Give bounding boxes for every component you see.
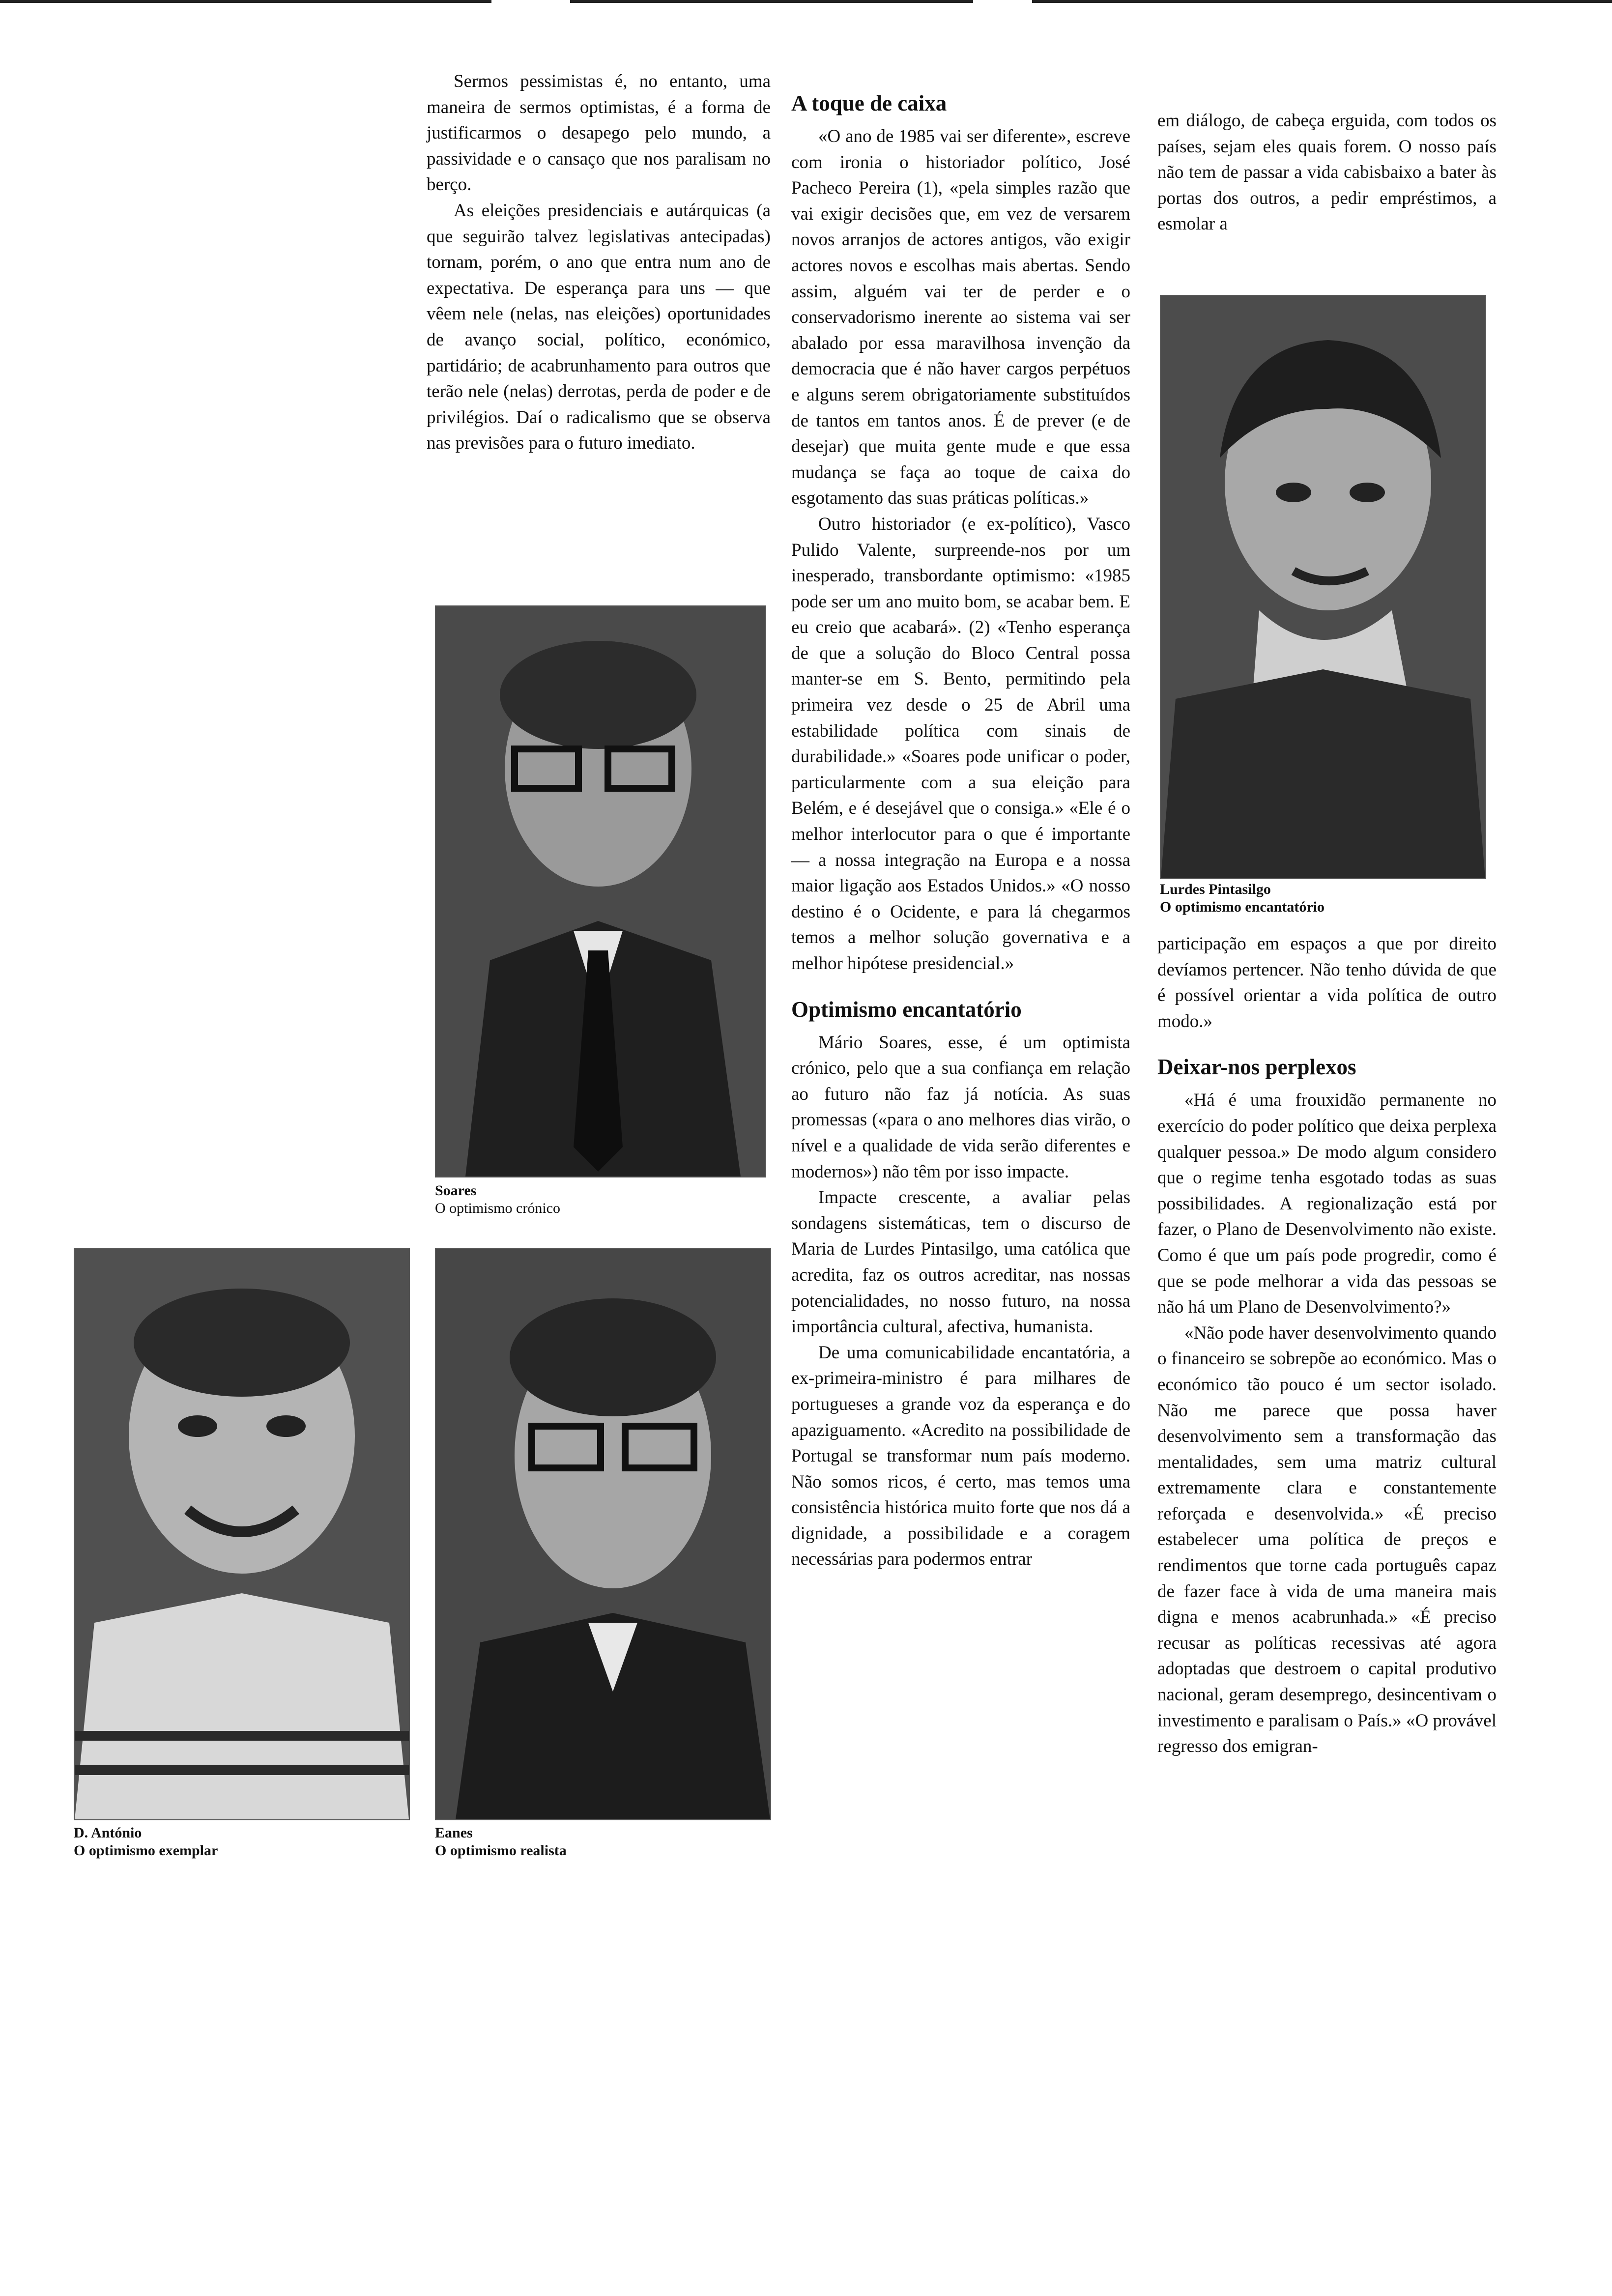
caption-d-antonio — [74, 1824, 408, 1860]
caption-name: Lurdes Pintasilgo — [1160, 881, 1271, 897]
caption-title: O optimismo realista — [435, 1842, 567, 1859]
caption-name: Eanes — [435, 1825, 473, 1841]
photo-d-antonio — [74, 1248, 410, 1820]
caption-soares — [435, 1182, 764, 1217]
paragraph: «O ano de 1985 vai ser diferente», escreve com ironia o historiador político, José Pacheco Pereira (1), «pela simples razão que vai exigir decisões que, em vez de versarem novos arranjos de actores antigos, vão exigir actores novos e escolhas mais abertas. Sendo assim, alguém vai ter de perder e o conservadorismo inerente ao sistema vai ser abalado por essa maravilhosa invenção da democracia que é não haver cargos perpétuos e alguns serem obrigatoriamente substituídos de tantos em tantos anos. É de prever (e de desejar) que muita gente mude e que essa mudança se faça ao toque de caixa do esgotamento das suas práticas políticas.» — [791, 126, 1130, 509]
paragraph: «Não pode haver desenvolvimento quando o financeiro se sobrepõe ao económico. Mas o económico tão pouco é um sector isolado. Não me parece que possa haver desenvolvimento sem a transformação das mentalidades, sem uma matriz cultural extremamente clara e constantemente reforçada e desenvolvida.» «É preciso estabelecer uma política de preços e rendimentos que torne cada português capaz de fazer face à vida de uma maneira mais digna e menos acabrunhada.» «É preciso recusar as políticas recessivas até agora adoptadas que destroem o capital produtivo nacional, geram desemprego, desincentivam o investimento e paralisam o País.» «O provável regresso dos emigran- — [1157, 1322, 1497, 1757]
caption-eanes — [435, 1824, 769, 1860]
paragraph: Outro historiador (e ex-político), Vasco Pulido Valente, surpreende-nos por um inesperado, transbordante optimismo: «1985 pode ser um ano muito bom, se acabar bem. E eu creio que acabará». (2) «Tenho esperança de que a solução do Bloco Central possa manter-se em S. Bento, permitindo pela primeira vez desde o 25 de Abril uma estabilidade política com sinais de durabilidade.» «Soares pode unificar o poder, particularmente com a sua eleição para Belém, e é desejável que o consiga.» «Ele é o melhor interlocutor para o que é importante — a nossa integração na Europa e a nossa maior ligação aos Estados Unidos.» «O nosso destino é o Ocidente, e para lá chegarmos temos a melhor solução governativa e a melhor hipótese presidencial.» — [791, 514, 1130, 974]
caption-pintasilgo — [1160, 881, 1484, 916]
article-column-3-lower — [1157, 931, 1497, 1760]
subheading-a-toque-de-caixa: A toque de caixa — [791, 91, 947, 115]
paragraph: «Há é uma frouxidão permanente no exercício do poder político que deixa perplexa qualquer pessoa.» De modo algum considero que o regime tenha esgotado todas as suas possibilidades. A regionalização está por fazer, o Plano de Desenvolvimento não existe. Como é que um país pode progredir, como é que se pode melhorar a vida das pessoas se não há um Plano de Desenvolvimento?» — [1157, 1090, 1497, 1318]
portrait-image — [436, 606, 765, 1177]
article-column-3-top — [1157, 108, 1497, 237]
caption-name: D. António — [74, 1825, 142, 1841]
paragraph: Impacte crescente, a avaliar pelas sondagens sistemáticas, tem o discurso de Maria de Lurdes Pintasilgo, uma católica que acredita, faz os outros acreditar, nas nossas potencialidades, no nosso futuro, na nossa importância cultural, afectiva, humanista. — [791, 1187, 1130, 1337]
paragraph: Mário Soares, esse, é um optimista crónico, pelo que a sua confiança em relação ao futuro não faz já notícia. As suas promessas («para o ano melhores dias virão, o nível e a qualidade de vida serão diferentes e modernos») não têm por isso impacte. — [791, 1032, 1130, 1182]
subheading-deixar-nos-perplexos: Deixar-nos perplexos — [1157, 1055, 1356, 1080]
caption-title: O optimismo crónico — [435, 1200, 560, 1216]
photo-soares — [435, 605, 766, 1177]
article-column-1 — [427, 69, 771, 457]
paragraph: participação em espaços a que por direito devíamos pertencer. Não tenho dúvida de que é possível orientar a vida política de outro modo.» — [1157, 934, 1497, 1032]
paragraph: De uma comunicabilidade encantatória, a ex-primeira-ministro é para milhares de portugueses a grande voz da esperança e do apaziguamento. «Acredito na possibilidade de Portugal se transformar num país moderno. Não somos ricos, é certo, mas temos uma consistência histórica muito forte que nos dá a dignidade, a possibilidade e a coragem necessárias para podermos entrar — [791, 1342, 1130, 1570]
photo-eanes — [435, 1248, 771, 1820]
portrait-image — [436, 1249, 770, 1819]
portrait-image — [1161, 296, 1485, 878]
top-rule — [0, 0, 491, 3]
paragraph: em diálogo, de cabeça erguida, com todos os países, sejam eles quais forem. O nosso país não tem de passar a vida cabisbaixo a bater às portas dos outros, a pedir empréstimos, a esmolar a — [1157, 111, 1497, 234]
top-rule — [1032, 0, 1612, 3]
caption-name: Soares — [435, 1182, 477, 1199]
paragraph: As eleições presidenciais e autárquicas (a que seguirão talvez legislativas antecipadas) tornam, porém, o ano que entra num ano de expectativa. De esperança para uns — que vêem nele (nelas, nas eleições) oportunidades de avanço social, político, económico, partidário; de acabrunhamento para outros que terão nele (nelas) derrotas, perda de poder e de privilégios. Daí o radicalismo que se observa nas previsões para o futuro imediato. — [427, 200, 771, 454]
caption-title: O optimismo encantatório — [1160, 899, 1324, 915]
paragraph: Sermos pessimistas é, no entanto, uma maneira de sermos optimistas, é a forma de justificarmos o desapego pelo mundo, a passividade e o cansaço que nos paralisam no berço. — [427, 71, 771, 195]
caption-title: O optimismo exemplar — [74, 1842, 218, 1859]
top-rule — [570, 0, 973, 3]
portrait-image — [75, 1249, 409, 1819]
subheading-optimismo-encantatorio: Optimismo encantatório — [791, 997, 1022, 1022]
article-column-2 — [791, 88, 1130, 1573]
photo-lurdes-pintasilgo — [1160, 295, 1486, 879]
